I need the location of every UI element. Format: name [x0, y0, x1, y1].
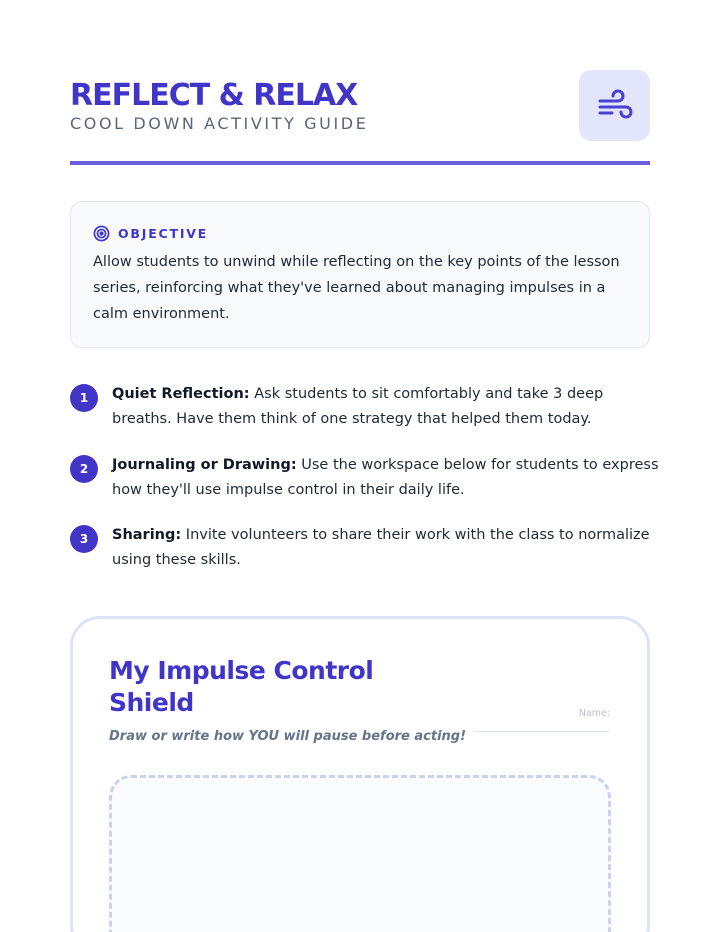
objective-label: OBJECTIVE [118, 225, 209, 241]
worksheet-title: My Impulse Control Shield [109, 656, 374, 717]
step-number-badge: 1 [70, 384, 98, 412]
step-text [112, 382, 660, 432]
page-header [70, 70, 650, 164]
step-description: Use the workspace below for students to express how they'll use impulse control in their daily life. [112, 457, 659, 498]
objective-card [70, 201, 650, 348]
target-icon [93, 225, 110, 242]
header-icon-badge [579, 70, 650, 141]
step-title: Quiet Reflection: [112, 386, 250, 402]
step-title: Sharing: [112, 527, 182, 543]
header-divider [70, 161, 650, 165]
name-label: Name: [578, 708, 610, 719]
objective-text: Allow students to unwind while reflecting on the key points of the lesson series, reinforcing what they've learned about managing impulses in a calm environment. [93, 254, 620, 322]
wind-icon [595, 86, 635, 126]
step-text [112, 453, 660, 503]
name-field[interactable] [474, 708, 610, 732]
step-text [112, 523, 660, 573]
page-title: REFLECT & RELAX [70, 78, 358, 113]
page-subtitle: COOL DOWN ACTIVITY GUIDE [70, 114, 369, 133]
worksheet-card [70, 616, 650, 932]
worksheet-subtitle: Draw or write how YOU will pause before acting! [109, 729, 467, 744]
drawing-area[interactable] [109, 775, 611, 932]
step-title: Journaling or Drawing: [112, 457, 297, 473]
objective-header [93, 224, 208, 242]
step-number-badge: 2 [70, 455, 98, 483]
step-description: Ask students to sit comfortably and take 3 deep breaths. Have them think of one strategy that helped them today. [112, 386, 604, 427]
step-description: Invite volunteers to share their work with the class to normalize using these skills. [112, 527, 650, 568]
step-number-badge: 3 [70, 525, 98, 553]
